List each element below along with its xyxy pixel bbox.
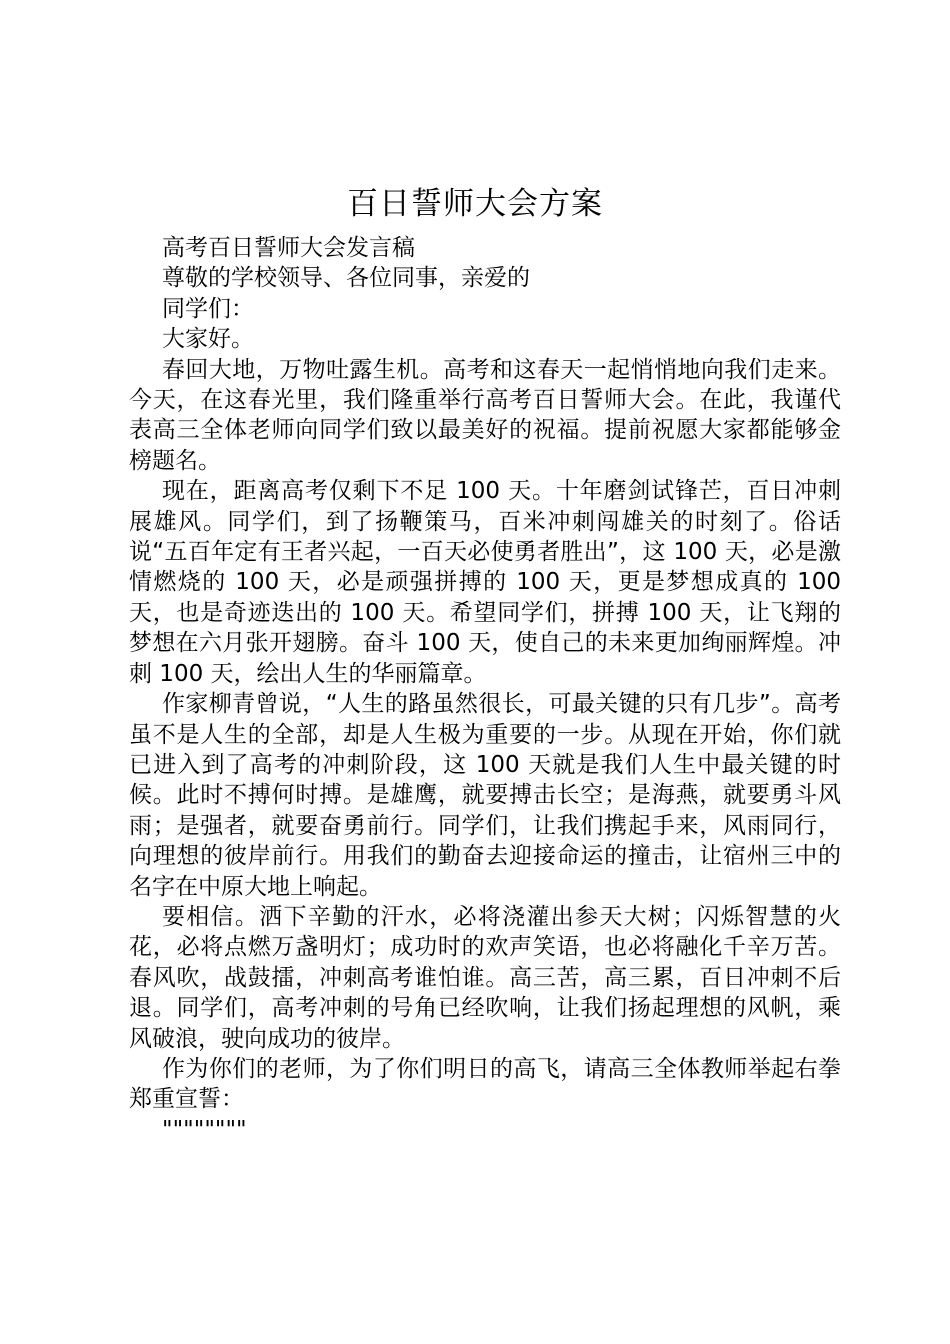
body-paragraph: 春回大地，万物吐露生机。高考和这春天一起悄悄地向我们走来。今天，在这春光里，我们隆重举行高考百日誓师大会。在此，我谨代表高三全体老师向同学们致以最美好的祝福。提前祝愿大家都能够金榜题名。 [129,356,841,474]
document-body [129,233,841,1145]
quote-marks-paragraph: """""""" [162,1116,247,1143]
body-paragraph: 作为你们的老师，为了你们明日的高飞，请高三全体教师举起右拳郑重宣誓： [129,1055,841,1113]
greeting-paragraph: 大家好。 [162,326,254,353]
body-paragraph: 要相信。洒下辛勤的汗水，必将浇灌出参天大树；闪烁智慧的火花，必将点燃万盏明灯；成功时的欢声笑语，也必将融化千辛万苦。春风吹，战鼓擂，冲刺高考谁怕谁。高三苦，高三累，百日冲刺不后退。同学们，高考冲刺的号角已经吹响，让我们扬起理想的风帆，乘风破浪，驶向成功的彼岸。 [129,903,841,1052]
body-paragraph: 作家柳青曾说，“人生的路虽然很长，可最关键的只有几步”。高考虽不是人生的全部，却是人生极为重要的一步。从现在开始，你们就已进入到了高考的冲刺阶段，这 100 天就是我们人生中最关键的时候。此时不搏何时搏。是雄鹰，就要搏击长空；是海燕，就要勇斗风雨；是强者，就要奋勇前行。同学们，让我们携起手来，风雨同行，向理想的彼岸前行。用我们的勤奋去迎接命运的撞击，让宿州三中的名字在中原大地上响起。 [129,691,841,900]
body-paragraph: 现在，距离高考仅剩下不足 100 天。十年磨剑试锋芒，百日冲刺展雄风。同学们，到了扬鞭策马，百米冲刺闯雄关的时刻了。俗话说“五百年定有王者兴起，一百天必使勇者胜出”，这 100 天，必是激情燃烧的 100 天，必是顽强拼搏的 100 天，更是梦想成真的 100 天，也是奇迹迭出的 100 天。希望同学们，拼搏 100 天，让飞翔的梦想在六月张开翅膀。奋斗 100 天，使自己的未来更加绚丽辉煌。冲刺 100 天，绘出人生的华丽篇章。 [129,478,841,687]
document-title: 百日誓师大会方案 [347,186,603,222]
subtitle-paragraph: 高考百日誓师大会发言稿 [162,235,415,261]
salutation-continued-paragraph: 同学们： [162,295,254,322]
salutation-paragraph: 尊敬的学校领导、各位同事，亲爱的 [162,265,530,292]
